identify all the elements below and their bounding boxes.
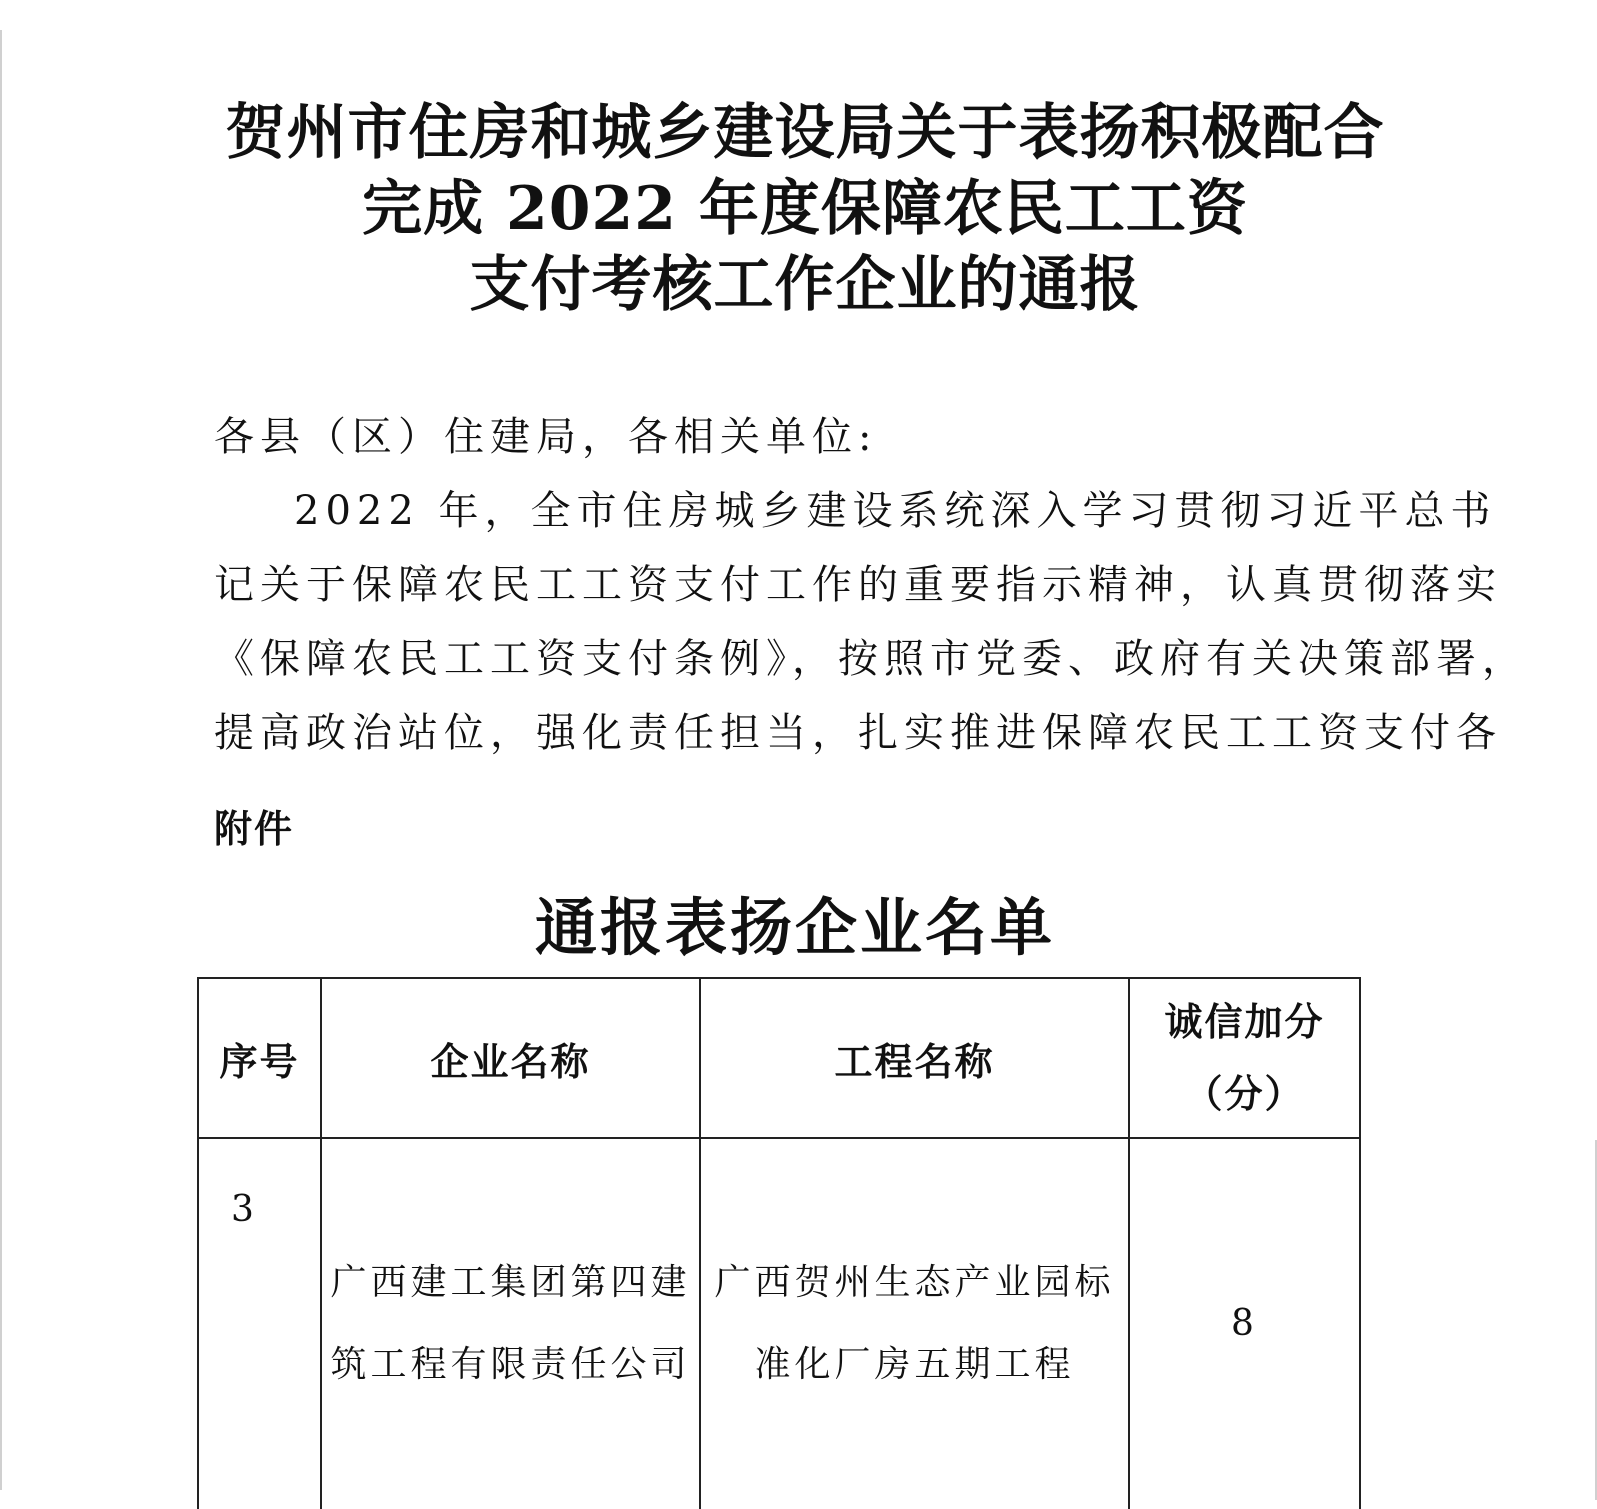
paragraph-line: 记关于保障农民工工资支付工作的重要指示精神，认真贯彻落实 <box>214 562 1502 608</box>
paragraph-line: 2022 年，全市住房城乡建设系统深入学习贯彻习近平总书 <box>294 488 1497 534</box>
title-line: 贺州市住房和城乡建设局关于表扬积极配合 <box>225 98 1385 168</box>
paragraph-line-truncated: 提高政治站位，强化责任担当，扎实推进保障农民工工资支付各 <box>214 710 1502 756</box>
body-paragraph <box>214 474 1528 756</box>
title-line: 完成 2022 年度保障农民工工资 <box>362 174 1248 244</box>
paragraph-line: 《保障农民工工资支付条例》，按照市党委、政府有关决策部署， <box>214 636 1528 682</box>
header-company: 企业名称 <box>321 978 700 1138</box>
project-line: 准化厂房五期工程 <box>754 1344 1075 1385</box>
page-edge-left <box>0 30 2 1490</box>
company-line: 广西建工集团第四建 <box>330 1262 691 1303</box>
title-line: 支付考核工作企业的通报 <box>469 250 1141 320</box>
project-line: 广西贺州生态产业园标 <box>714 1262 1115 1303</box>
salutation: 各县（区）住建局，各相关单位: <box>214 414 878 460</box>
header-score-unit: （分） <box>1184 1072 1305 1116</box>
company-line: 筑工程有限责任公司 <box>330 1344 691 1385</box>
row-index: 3 <box>198 1138 321 1509</box>
document-title <box>200 95 1410 323</box>
header-index: 序号 <box>198 978 321 1138</box>
row-score: 8 <box>1129 1138 1360 1509</box>
table-row <box>198 1138 1360 1509</box>
header-score-line: 诚信加分 <box>1164 1000 1325 1044</box>
commendation-table <box>197 977 1361 1509</box>
table-header-row <box>198 978 1360 1138</box>
header-project: 工程名称 <box>700 978 1129 1138</box>
header-score <box>1129 978 1360 1138</box>
list-title: 通报表扬企业名单 <box>534 891 1055 964</box>
row-project <box>700 1138 1129 1509</box>
attachment-label: 附件 <box>214 807 295 851</box>
row-company <box>321 1138 700 1509</box>
